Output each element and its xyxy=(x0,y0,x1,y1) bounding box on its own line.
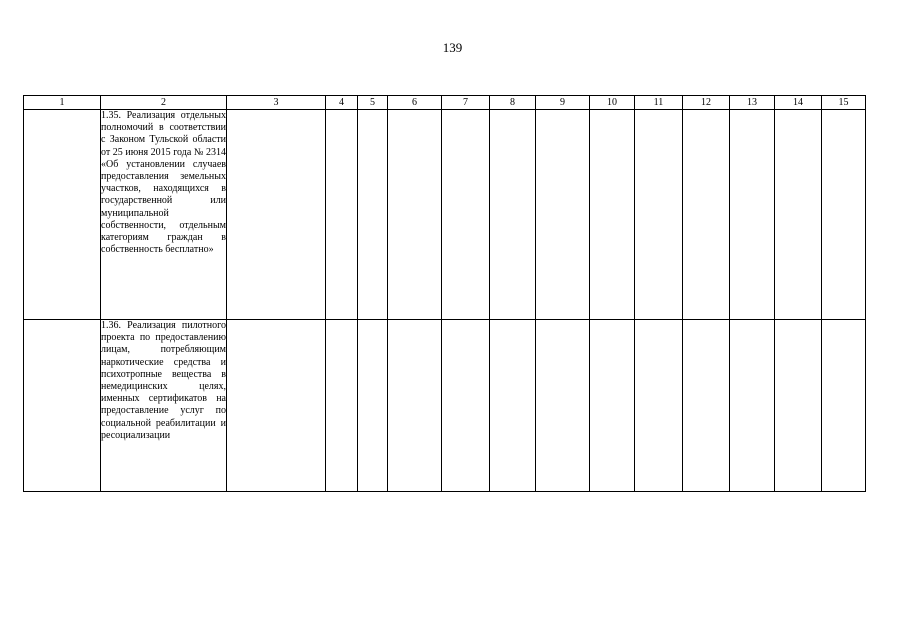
table-cell xyxy=(635,110,683,320)
table-cell xyxy=(730,110,775,320)
table-cell xyxy=(24,320,101,492)
column-header: 3 xyxy=(227,96,326,110)
column-header: 15 xyxy=(822,96,866,110)
column-header: 14 xyxy=(775,96,822,110)
table-cell xyxy=(822,110,866,320)
table-cell xyxy=(490,320,536,492)
table-cell xyxy=(227,320,326,492)
table-cell xyxy=(326,320,358,492)
table-cell xyxy=(388,320,442,492)
column-header: 13 xyxy=(730,96,775,110)
row-description: 1.35. Реализация отдельных полномочий в соответствии с Законом Тульской области от 25 июня 2015 года № 2314 «Об установлении случаев предоставления земельных участков, находящихся в государственной или муниципальной собственности, отдельным категориям граждан в собственность бесплатно» xyxy=(101,110,226,256)
table-cell xyxy=(635,320,683,492)
table-cell xyxy=(442,320,490,492)
table-cell xyxy=(326,110,358,320)
column-header: 1 xyxy=(24,96,101,110)
table-row xyxy=(24,320,866,492)
table-cell xyxy=(822,320,866,492)
header-row xyxy=(24,96,866,110)
column-header: 7 xyxy=(442,96,490,110)
column-header: 4 xyxy=(326,96,358,110)
column-header: 8 xyxy=(490,96,536,110)
description-cell xyxy=(101,110,227,320)
table-cell xyxy=(358,320,388,492)
column-header: 6 xyxy=(388,96,442,110)
table-cell xyxy=(683,110,730,320)
table-cell xyxy=(536,110,590,320)
column-header: 11 xyxy=(635,96,683,110)
table-cell xyxy=(683,320,730,492)
table-cell xyxy=(775,320,822,492)
table-row xyxy=(24,110,866,320)
table-cell xyxy=(442,110,490,320)
table-cell xyxy=(536,320,590,492)
column-header: 9 xyxy=(536,96,590,110)
table-cell xyxy=(227,110,326,320)
column-header: 12 xyxy=(683,96,730,110)
page-number: 139 xyxy=(442,40,463,55)
row-description: 1.36. Реализация пилотного проекта по предоставлению лицам, потребляющим наркотические средства и психотропные вещества в немедицинских целях, именных сертификатов на предоставление услуг по социальной реабилитации и ресоциализации xyxy=(101,320,226,441)
table-cell xyxy=(24,110,101,320)
data-table xyxy=(23,95,866,492)
column-header: 5 xyxy=(358,96,388,110)
column-header: 2 xyxy=(101,96,227,110)
column-header: 10 xyxy=(590,96,635,110)
table-cell xyxy=(590,110,635,320)
table-cell xyxy=(730,320,775,492)
table-cell xyxy=(358,110,388,320)
table-cell xyxy=(590,320,635,492)
table-cell xyxy=(388,110,442,320)
table-cell xyxy=(490,110,536,320)
description-cell xyxy=(101,320,227,492)
table-cell xyxy=(775,110,822,320)
